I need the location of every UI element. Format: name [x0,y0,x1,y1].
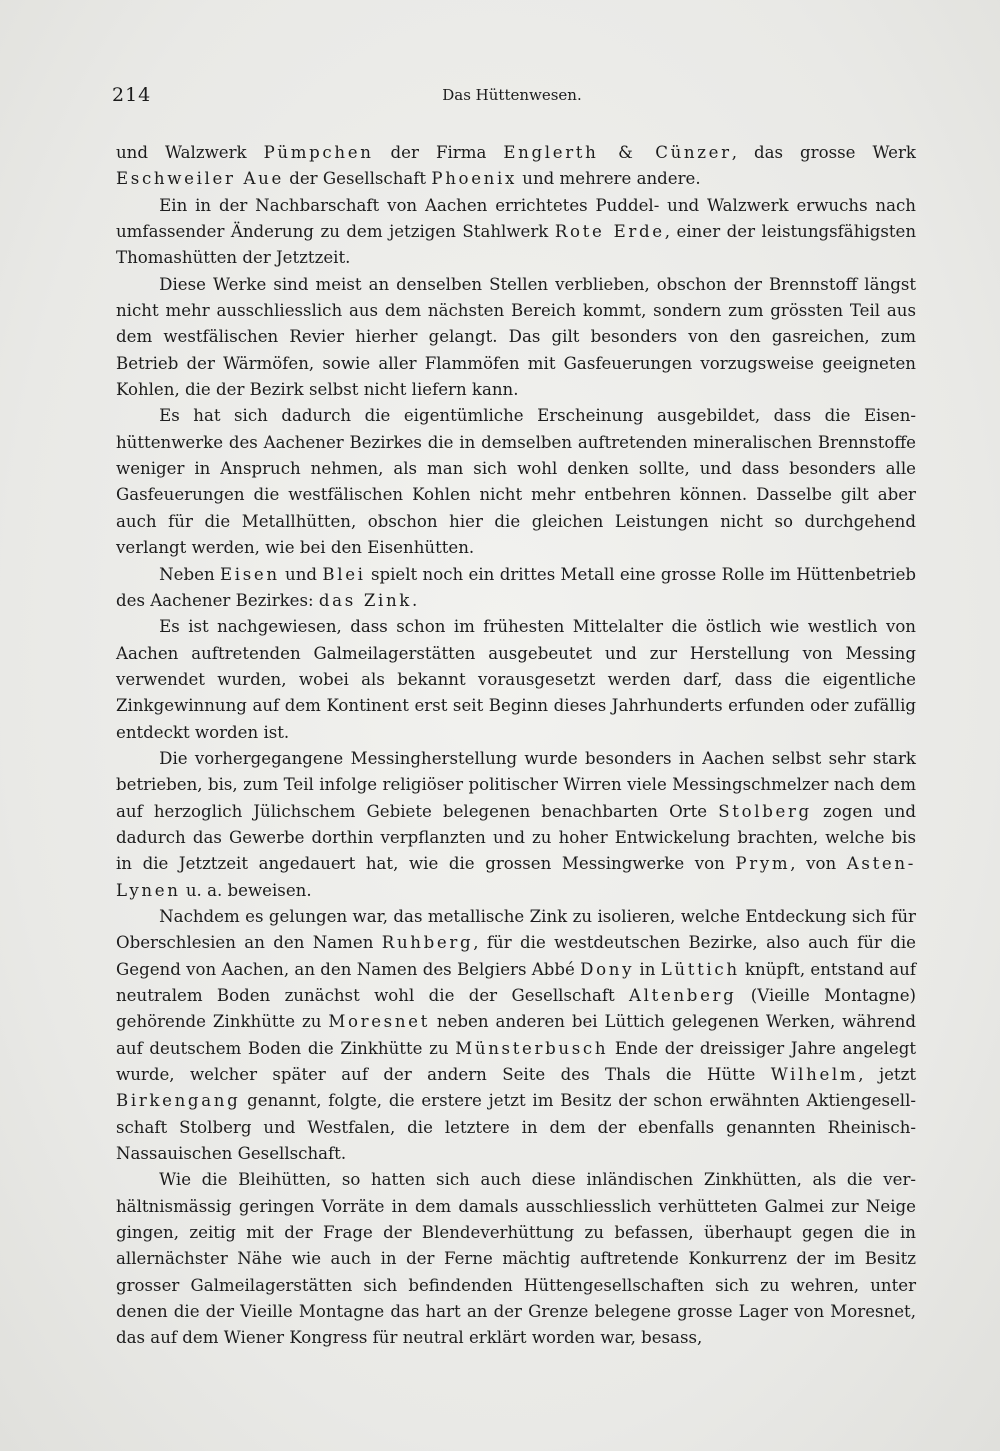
text-run: , für die westdeutschen Bezirke, also auch für die Gegend von Aachen, an den Namen des Belgiers Abbé [116,933,916,979]
page-header [112,84,912,112]
spaced-name: Lüttich [660,959,740,979]
text-run: Diese Werke sind meist an denselben Stellen verblieben, obschon der Brennstoff längst nicht mehr ausschliesslich aus dem nächsten Bereich kommt, sondern zum grössten Teil aus dem westfälischen Revier hierher gelangt. Das gilt besonders von den gasreichen, zum Betrieb der Wärmöfen, sowie aller Flammöfen mit Gasfeuerungen vorzugsweise geeigneten Kohlen, die der Bezirk selbst nicht liefern kann. [116,274,916,400]
spaced-name: Eschweiler Aue [116,169,284,189]
text-run: Die vorhergegangene Messingherstellung wurde besonders in Aachen selbst sehr stark betrieben, bis, zum Teil infolge religiöser politischer Wirren viele Messingschmelzer nach dem auf herzoglich Jülichschem Gebiete belegenen benachbarten Orte [116,748,916,821]
text-run: , jetzt [858,1065,917,1085]
spaced-name: Dony [580,959,635,979]
paragraph [116,562,916,615]
spaced-name: Birkengang [116,1091,241,1111]
spaced-name: Pümpchen [263,143,374,162]
running-title: Das Hüttenwesen. [442,86,582,104]
spaced-name: Münsterbusch [455,1038,609,1058]
text-run: Nachdem es gelungen war, das metallische Zink zu isolieren, welche Entdeckung sich für Oberschlesien an den Namen [116,906,916,953]
spaced-name: Englerth & Cünzer [503,143,732,162]
text-run: (Vieille Montagne) gehörende Zinkhütte zu [116,986,916,1032]
paragraph [116,403,916,561]
page-number: 214 [112,84,152,106]
spaced-name: Moresnet [328,1012,430,1032]
text-run: und [279,564,323,584]
text-run: und mehrere andere. [517,169,701,189]
spaced-name: Altenberg [629,986,737,1005]
spaced-name: Blei [322,564,366,584]
text-run: in [634,959,661,979]
paragraph [116,904,916,1167]
text-run: u. a. beweisen. [180,880,312,900]
text-run: Es hat sich dadurch die eigentümliche Erscheinung ausgebildet, dass die Eisenhüttenwerke des Aachener Bezirkes die in demselben auftretenden mineralischen Brennstoffe weniger in Anspruch nehmen, als man sich wohl denken sollte, und dass besonders alle Gasfeuerungen die westfälischen Kohlen nicht mehr entbehren können. Dasselbe gilt aber auch für die Metallhütten, obschon hier die gleichen Leistungen nicht so durchgehend verlangt werden, wie bei den Eisenhütten. [116,406,916,558]
paragraph [116,272,916,404]
text-run: , einer der leistungsfähigsten Thomashütten der Jetztzeit. [116,222,917,268]
text-run: neben anderen bei Lüttich gelegenen Werken, während auf deutschem Boden die Zinkhütte zu [116,1012,916,1058]
spaced-name: Eisen [219,564,280,584]
spaced-name: Asten-Lynen [116,854,916,900]
paragraph [116,193,916,272]
paragraph [116,746,916,904]
spaced-name: Ruhberg [381,933,474,953]
text-run: Neben [159,564,220,584]
text-run: , von [790,854,847,874]
spaced-name: Stolberg [718,801,812,821]
text-run: Es ist nachgewiesen, dass schon im frühesten Mittelalter die östlich wie westlich von Aachen auftretenden Galmeilagerstätten ausgebeutet und zur Herstellung von Messing verwendet wurden, wobei als bekannt vorausgesetzt werden darf, dass die eigentliche Zinkgewinnung auf dem Kontinent erst seit Beginn dieses Jahrhunderts erfunden oder zufällig entdeckt worden ist. [116,617,916,742]
text-run: , das grosse Werk [731,143,916,162]
text-run: Wie die Bleihütten, so hatten sich auch diese inländischen Zinkhütten, als die verhältnismässig geringen Vorräte in dem damals ausschliesslich verhütteten Galmei zur Neige gingen, zeitig mit der Frage der Blendeverhüttung zu befassen, überhaupt gegen die in allernächster Nähe wie auch in der Ferne mächtig auftretende Konkurrenz der im Besitz grosser Galmeilagerstätten sich befindenden Hüttengesellschaften sich zu wehren, unter denen die der Vieille Montagne das hart an der Grenze belegene grosse Lager von Moresnet, das auf dem Wiener Kongress für neutral erklärt worden war, besass, [116,1170,916,1348]
text-run: der Firma [373,143,504,162]
paragraph [116,140,916,193]
text-run: zogen und dadurch das Gewerbe dorthin verpflanzten und zu hoher Entwickelung brachten, welche bis in die Jetztzeit angedauert hat, wie die grossen Messingwerke von [116,801,916,874]
text-run: und Walzwerk [116,143,264,162]
paragraph [116,614,916,746]
text-run: . [412,590,418,610]
spaced-name: das Zink [318,590,413,610]
text-run: der Gesellschaft [283,169,432,189]
text-run: spielt noch ein drittes Metall eine grosse Rolle im Hüttenbetrieb des Aachener Bezirkes: [116,564,917,610]
paragraph [116,1167,916,1351]
spaced-name: Rote Erde [554,222,665,242]
text-run: Ein in der Nachbarschaft von Aachen errichtetes Puddel- und Walzwerk erwuchs nach umfassender Änderung zu dem jetzigen Stahlwerk [116,195,916,242]
spaced-name: Prym [735,854,791,874]
body-text [116,140,916,1352]
spaced-name: Phoenix [431,169,517,189]
spaced-name: Wilhelm [770,1065,859,1085]
text-run: genannt, folgte, die erstere jetzt im Besitz der schon erwähnten Aktiengesellschaft Stolberg und Westfalen, die letztere in dem der ebenfalls genannten Rheinisch-Nassauischen Gesellschaft. [116,1091,916,1164]
text-run: knüpft, entstand auf neutralem Boden zunächst wohl die der Gesellschaft [116,959,916,1005]
text-run: Ende der dreissiger Jahre angelegt wurde, welcher später auf der andern Seite des Thals die Hütte [116,1038,917,1085]
